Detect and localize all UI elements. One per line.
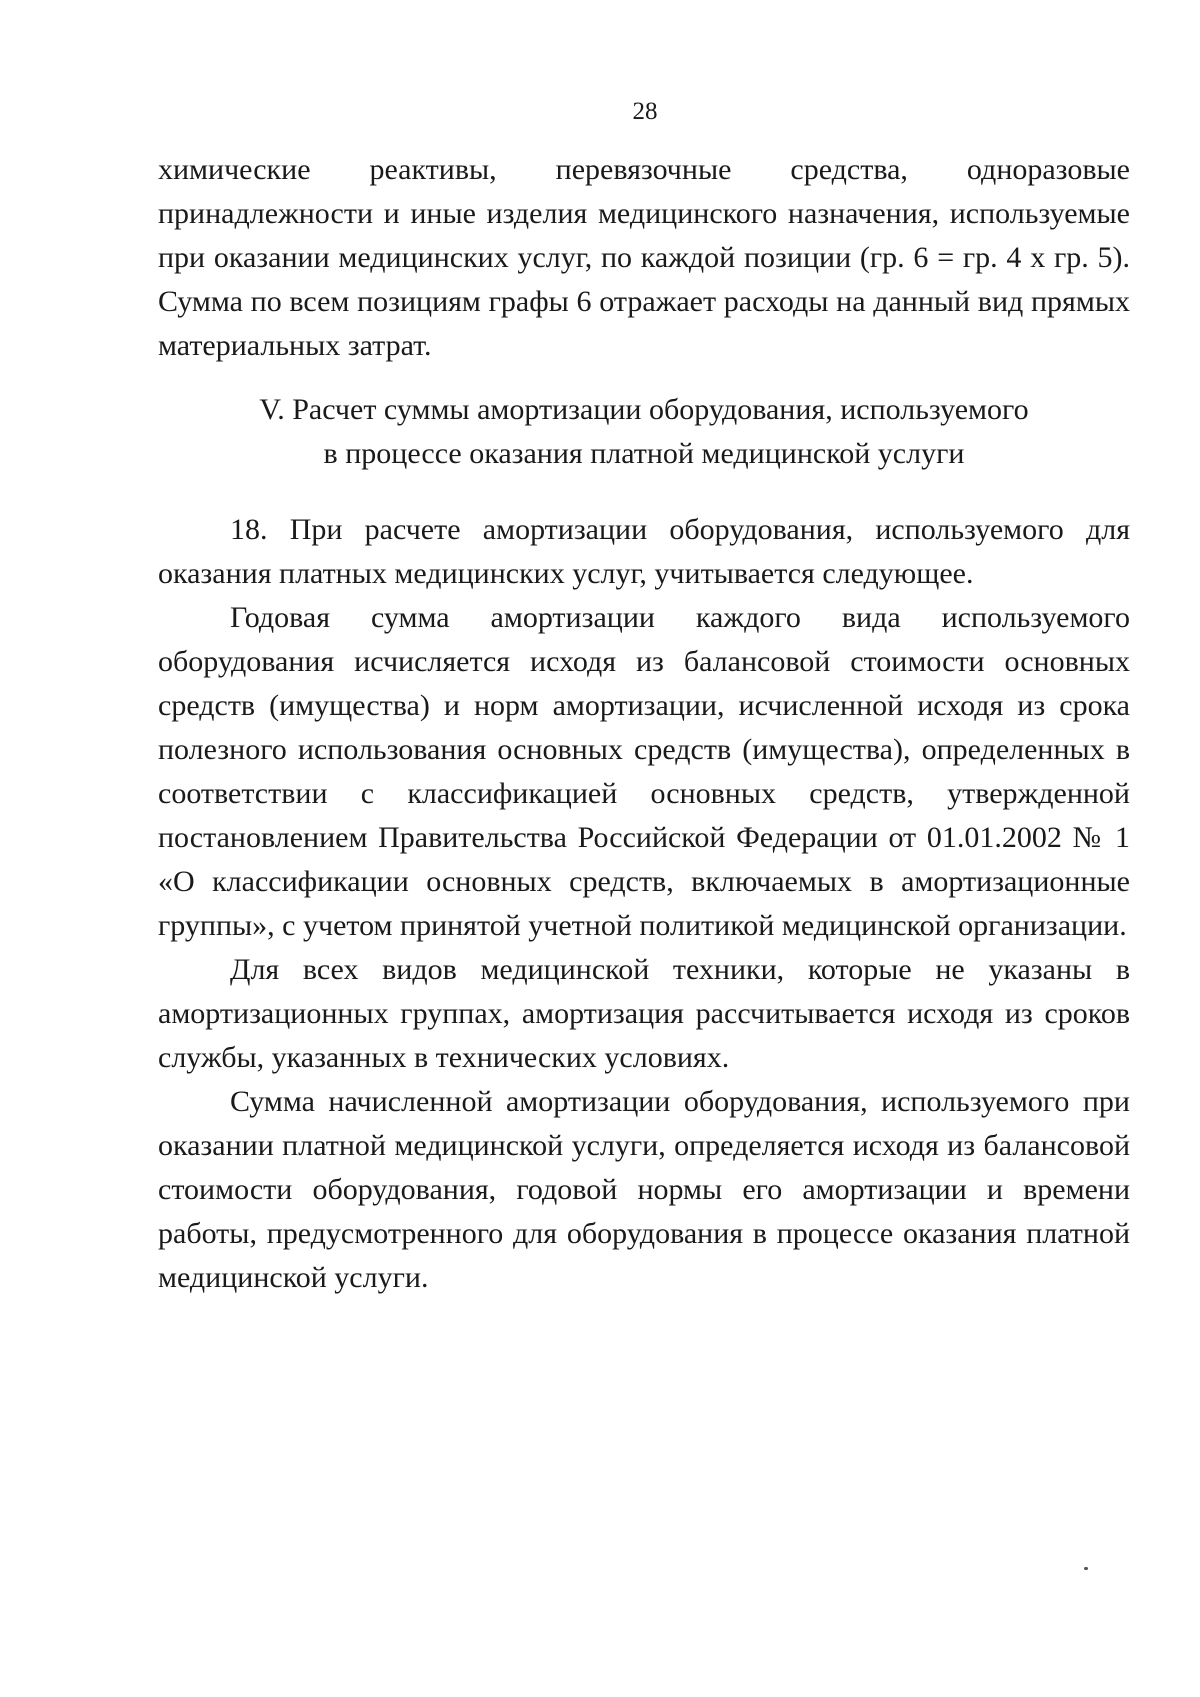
section-heading-line-1: V. Расчет суммы амортизации оборудования, используемого: [259, 393, 1029, 426]
paragraph-accrued-depreciation: Сумма начисленной амортизации оборудования, используемого при оказании платной медицинской услуги, определяется исходя из балансовой стоимости оборудования, годовой нормы его амортизации и времени работы, предусмотренного для оборудования в процессе оказания платной медицинской услуги.: [158, 1085, 1130, 1294]
scan-speck: [1084, 1567, 1088, 1570]
continuation-block: [158, 148, 1130, 368]
paragraph-medical-equipment: Для всех видов медицинской техники, которые не указаны в амортизационных группах, амортизация рассчитывается исходя из сроков службы, указанных в технических условиях.: [158, 953, 1130, 1074]
page-number: 28: [632, 98, 658, 125]
continuation-paragraph: химические реактивы, перевязочные средства, одноразовые принадлежности и иные изделия медицинского назначения, используемые при оказании медицинских услуг, по каждой позиции (гр. 6 = гр. 4 x гр. 5). Сумма по всем позициям графы 6 отражает расходы на данный вид прямых материальных затрат.: [158, 153, 1130, 362]
section-heading-line-2: в процессе оказания платной медицинской услуги: [323, 437, 965, 470]
section-heading: [158, 388, 1130, 476]
paragraph-18: 18. При расчете амортизации оборудования, используемого для оказания платных медицинских услуг, учитывается следующее.: [158, 513, 1130, 590]
section-body: [158, 508, 1130, 1300]
paragraph-annual-depreciation: Годовая сумма амортизации каждого вида используемого оборудования исчисляется исходя из балансовой стоимости основных средств (имущества) и норм амортизации, исчисленной исходя из срока полезного использования основных средств (имущества), определенных в соответствии с классификацией основных средств, утвержденной постановлением Правительства Российской Федерации от 01.01.2002 № 1 «О классификации основных средств, включаемых в амортизационные группы», с учетом принятой учетной политикой медицинской организации.: [158, 601, 1130, 942]
